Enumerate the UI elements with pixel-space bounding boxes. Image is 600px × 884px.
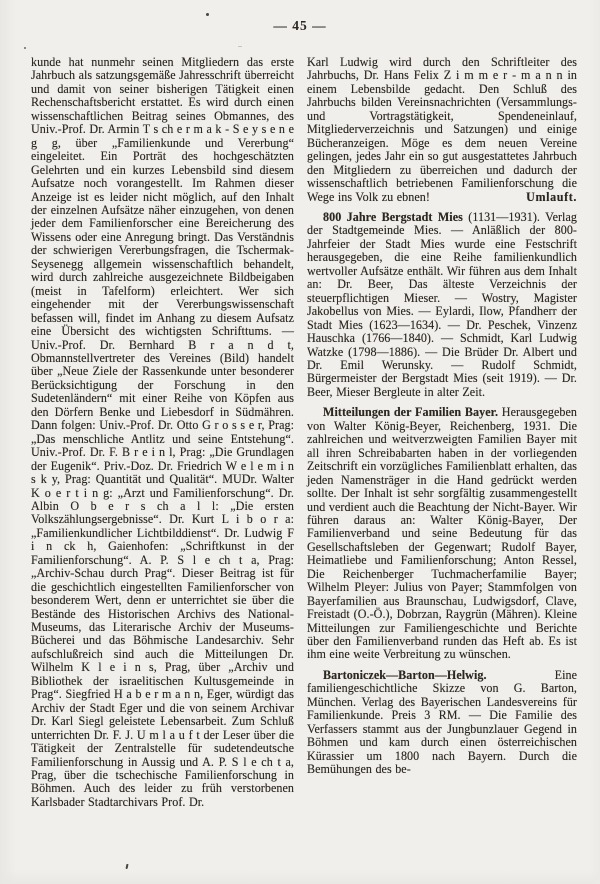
book-review-paragraph-mies: [307, 211, 577, 399]
left-column: [31, 56, 294, 809]
book-review-paragraph-bayer: [307, 406, 577, 662]
right-column: [307, 56, 577, 809]
article-continuation-paragraph: kunde hat nunmehr seinen Mitgliedern das erste Jahrbuch als satzungsgemäße Jahresschrift überreicht und damit von seiner bisherigen Tätigkeit einen Rechenschaftsbericht erstattet. Es wird durch einen wissenschaftlichen Beitrag seines Obmannes, des Univ.-Prof. Dr. Armin T s ch e r m a k - S e y s e n e g g, über „Familienkunde und Vererbung“ eingeleitet. Ein Porträt des hochgeschätzten Gelehrten und ein kurzes Lebensbild sind diesem Aufsatze noch vorangestellt. Im Rahmen dieser Anzeige ist es leider nicht möglich, auf den Inhalt der einzelnen Aufsätze näher einzugehen, von denen jeder dem Familienforscher eine Bereicherung des Wissens oder eine Anregung bringt. Das Verständnis der schwierigen Vererbungsfragen, die Tschermak-Seysenegg allgemein wissenschaftlich behandelt, wird durch zahlreiche ausgezeichnete Bildbeigaben (meist in Tafelform) erleichtert. Wer sich eingehender mit der Vererbungswissenschaft befassen will, findet im Anhang zu diesem Aufsatz eine Übersicht des wichtigsten Schrifttums. — Univ.-Prof. Dr. Bernhard B r a n d t, Obmannstellvertreter des Vereines (Bild) handelt über „Neue Ziele der Rassenkunde unter besonderer Berücksichtigung der Forschung in den Sudetenländern“ mit einer Reihe von Köpfen aus den Dörfern Benke und Liebesdorf in Südmähren. Dann folgen: Univ.-Prof. Dr. Otto G r o s s e r, Prag: „Das menschliche Antlitz und seine Entstehung“. Univ.-Prof. Dr. F. B r e i n l, Prag: „Die Grundlagen der Eugenik“. Priv.-Doz. Dr. Friedrich W e l e m i n s k y, Prag: Quantität und Qualität“. MUDr. Walter K o e r t i n g: „Arzt und Familienforschung“. Dr. Albin O b e r s ch a l l: „Die ersten Volkszählungsergebnisse“. Dr. Kurt L i b o r a: „Familienkundlicher Lichtbilddienst“. Dr. Ludwig F i n ck h, Gaienhofen: „Schriftkunst in der Familienforschung“. A. P. S l e ch t a, Prag: „Archiv-Schau durch Prag“. Dieser Beitrag ist für die geschichtlich eingestellten Familienforscher von besonderem Wert, denn er unterrichtet sie über die Bestände des Historischen Archivs des National-Museums, das Literarische Archiv der Museums-Bücherei und das Böhmische Landesarchiv. Sehr aufschlußreich sind auch die Mitteilungen Dr. Wilhelm K l e i n s, Prag, über „Archiv und Bibliothek der israelitischen Kultusgemeinde in Prag“. Siegfried H a b e r m a n n, Eger, würdigt das Archiv der Stadt Eger und die von seinem Archivar Dr. Karl Siegl geleistete Lebensarbeit. Zum Schluß unterrichten Dr. F. J. U m l a u f t der Leser über die Tätigkeit der Zentralstelle für sudetendeutsche Familienforschung in Aussig und A. P. S l e ch t a, Prag, über die tschechische Familienforschung in Böhmen. Auch des leider zu früh verstorbenen Karlsbader Stadtarchivars Prof. Dr.: [31, 55, 294, 809]
ink-speck: [238, 46, 242, 47]
book-review-paragraph-bartoniczek: [307, 669, 577, 777]
ink-speck: [126, 864, 129, 869]
page-number: — 45 —: [273, 18, 327, 33]
review-title: Bartoniczek—Barton—Helwig.: [323, 667, 487, 682]
paragraph-text: Karl Ludwig wird durch den Schriftleiter des Jahrbuchs, Dr. Hans Felix Z i m m e r - m a n n in einem Lebensbilde gedacht. Den Schluß des Jahrbuchs bilden Vereinsnachrichten (Versammlungs- und Vortragstätigkeit, Spendeneinlauf, Mitgliederverzeichnis und Satzungen) und einige Bücheranzeigen. Möge es dem neuen Vereine gelingen, jedes Jahr ein so gut ausgestattetes Jahrbuch den Mitgliedern zu überreichen und dadurch der wissenschaftlich betriebenen Familienforschung die Wege ins Volk zu ebnen!: [307, 55, 577, 204]
author-signature: Umlauft.: [526, 189, 577, 204]
review-title: 800 Jahre Bergstadt Mies: [323, 209, 463, 224]
paragraph-text: (1131—1931). Verlag der Stadtgemeinde Mies. — Anläßlich der 800-Jahrfeier der Stadt Mies wurde eine Festschrift herausgegeben, die eine Reihe familienkundlich wertvoller Aufsätze enthält. Wir führen aus dem Inhalt an: Dr. Beer, Das älteste Verzeichnis der steuerpflichtigen Mieser. — Wostry, Magister Jakobellus von Mies. — Eylardi, Ilow, Pfandherr der Stadt Mies (1623—1634). — Dr. Peschek, Vinzenz Hauschka (1766—1840). — Schmidt, Karl Ludwig Watzke (1798—1886). — Die Brüder Dr. Albert und Dr. Emil Werunsky. — Rudolf Schmidt, Bürgermeister der Bergstadt Mies (seit 1919). — Dr. Beer, Mieser Bergleute in alter Zeit.: [307, 209, 577, 399]
ink-speck: [206, 13, 209, 16]
ink-speck: [24, 47, 26, 49]
text-columns: [31, 56, 578, 809]
review-title: Mitteilungen der Familien Bayer.: [323, 405, 499, 420]
paragraph-text: Eine familiengeschichtliche Skizze von G. Barton, München. Verlag des Bayerischen Landesvereins für Familienkunde. Preis 3 RM. — Die Familie des Verfassers stammt aus der Jungbunzlauer Gegend in Böhmen und kam durch einen österreichischen Kürassier um 1800 nach Bayern. Durch die Bemühungen des be-: [307, 667, 577, 777]
paragraph-text: Herausgegeben von Walter König-Beyer, Reichenberg, 1931. Die zahlreichen und weitverzweigten Familien Bayer mit all ihren Schreibabarten haben in der vorliegenden Zeitschrift ein vorzügliches Familienblatt erhalten, das jeden Namensträger in die Hand gedrückt werden sollte. Der Inhalt ist sehr sorgfältig zusammengestellt und verdient auch die Beachtung der Nicht-Bayer. Wir führen daraus an: Walter König-Bayer, Der Familienverband und seine Bedeutung für das Gesellschaftsleben der Gegenwart; Rudolf Bayer, Heimatliebe und Familienforschung; Anton Ressel, Die Reichenberger Tuchmacherfamilie Bayer; Wilhelm Pleyer: Julius von Payer; Stammfolgen von Bayerfamilien aus Braunschau, Ludwigsdorf, Clave, Freistadt (O.-Ö.), Dobrzan, Raygrün (Mähren). Kleine Mitteilungen zur Familiengeschichte und Berichte über den Familienverband runden das Heft ab. Es ist ihm eine weite Verbreitung zu wünschen.: [307, 405, 577, 662]
article-continuation-paragraph: [307, 56, 577, 204]
